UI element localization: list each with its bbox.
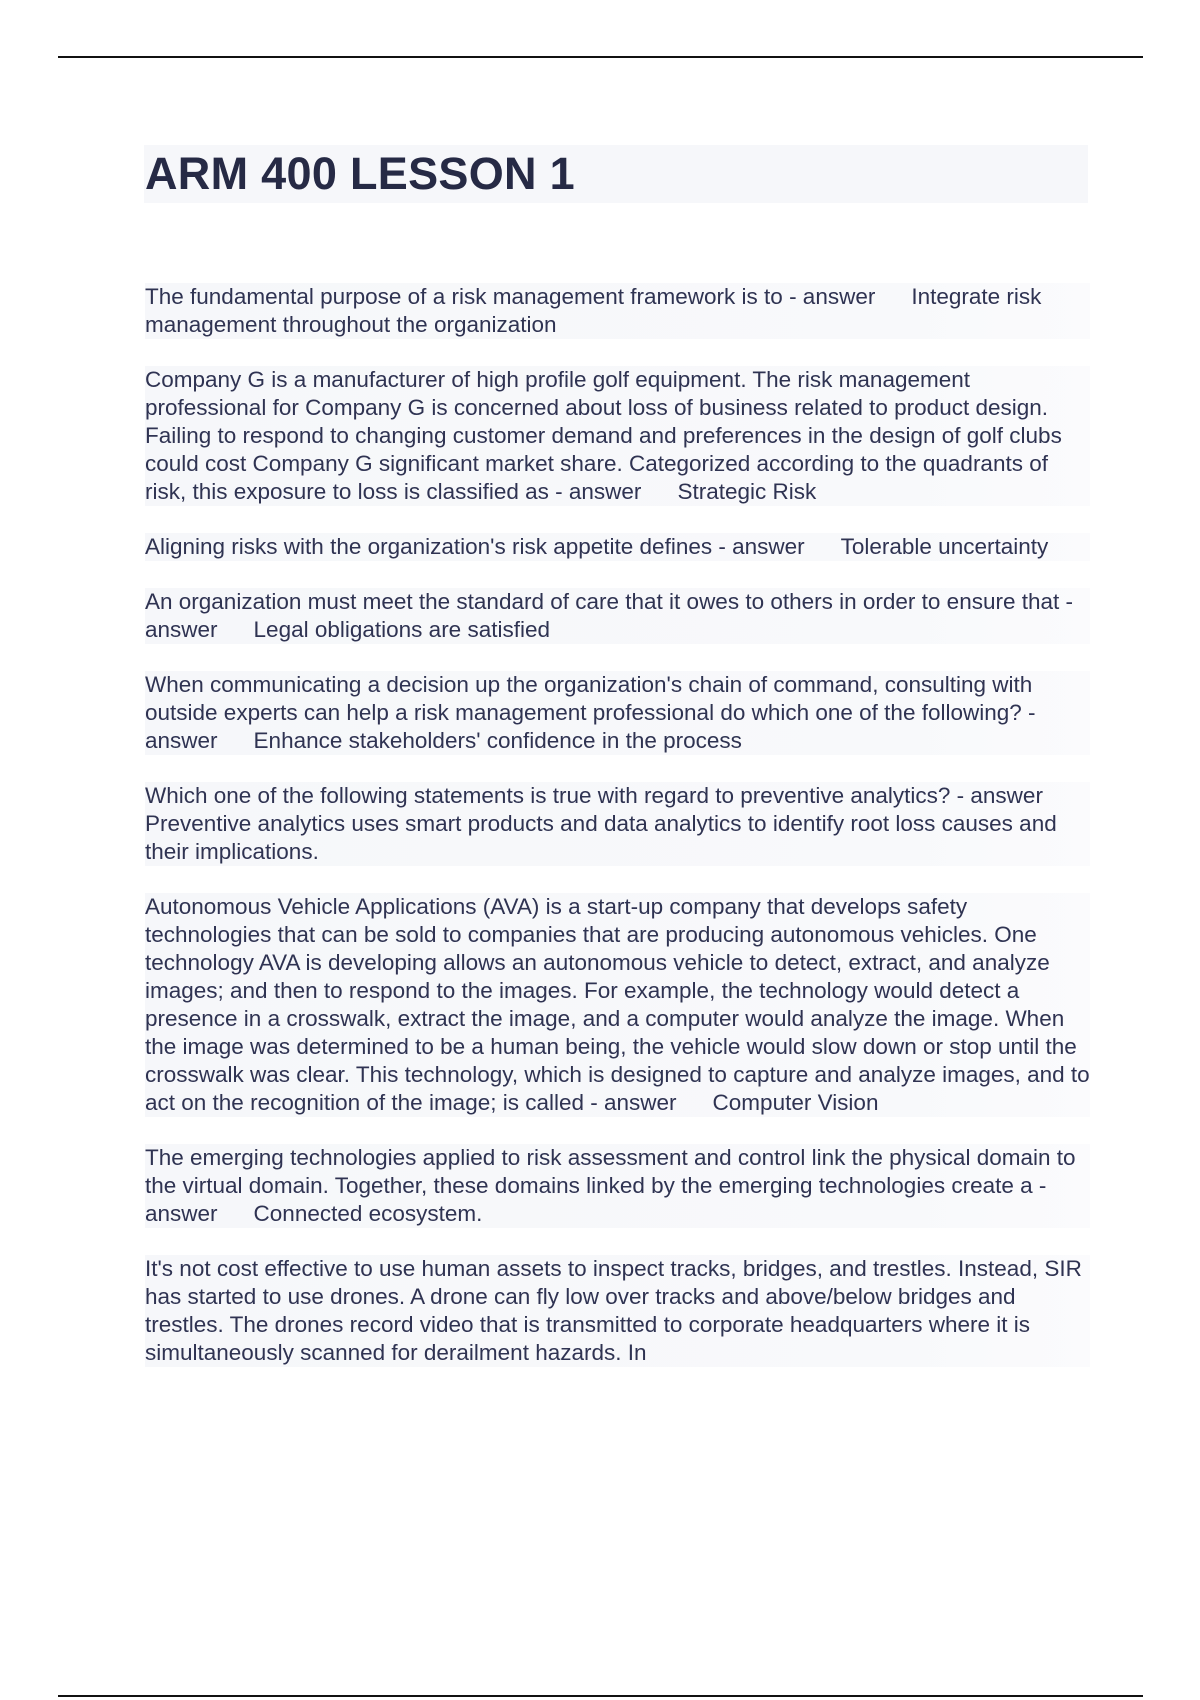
qa-item-8 xyxy=(145,1144,1090,1228)
qa-item-4 xyxy=(145,588,1090,644)
question-text: Aligning risks with the organization's risk appetite defines - answer xyxy=(145,534,805,559)
answer-text: Enhance stakeholders' confidence in the process xyxy=(253,728,742,753)
page-title: ARM 400 LESSON 1 xyxy=(145,148,575,199)
question-text: The fundamental purpose of a risk management framework is to - answer xyxy=(145,284,876,309)
question-text: The emerging technologies applied to risk assessment and control link the physical domain to the virtual domain. Together, these domains linked by the emerging technologies create a - answer xyxy=(145,1145,1076,1226)
question-text: Which one of the following statements is true with regard to preventive analytics? - answer xyxy=(145,783,1043,808)
question-text: An organization must meet the standard of care that it owes to others in order to ensure that - answer xyxy=(145,589,1074,642)
question-text: It's not cost effective to use human assets to inspect tracks, bridges, and trestles. Instead, SIR has started to use drones. A drone can fly low over tracks and above/below bridges and trestles. The drones record video that is transmitted to corporate headquarters where it is simultaneously scanned for derailment hazards. In xyxy=(145,1256,1082,1365)
answer-text: Legal obligations are satisfied xyxy=(253,617,550,642)
answer-text: Strategic Risk xyxy=(677,479,817,504)
top-rule xyxy=(58,56,1143,58)
question-text: When communicating a decision up the organization's chain of command, consulting with outside experts can help a risk management professional do which one of the following? - answer xyxy=(145,672,1036,753)
qa-list xyxy=(145,283,1090,1394)
answer-text: Integrate risk management throughout the organization xyxy=(145,284,1042,337)
qa-item-5 xyxy=(145,671,1090,755)
qa-item-7 xyxy=(145,893,1090,1117)
qa-item-6 xyxy=(145,782,1090,866)
answer-text: Preventive analytics uses smart products and data analytics to identify root loss causes and their implications. xyxy=(145,811,1057,864)
question-text: Company G is a manufacturer of high profile golf equipment. The risk management professional for Company G is concerned about loss of business related to product design. Failing to respond to changing customer demand and preferences in the design of golf clubs could cost Company G significant market share. Categorized according to the quadrants of risk, this exposure to loss is classified as - answer xyxy=(145,367,1062,504)
qa-item-1 xyxy=(145,283,1090,339)
answer-text: Computer Vision xyxy=(712,1090,879,1115)
bottom-rule xyxy=(58,1695,1143,1697)
qa-item-3 xyxy=(145,533,1090,561)
question-text: Autonomous Vehicle Applications (AVA) is a start-up company that develops safety technologies that can be sold to companies that are producing autonomous vehicles. One technology AVA is developing allows an autonomous vehicle to detect, extract, and analyze images; and then to respond to the images. For example, the technology would detect a presence in a crosswalk, extract the image, and a computer would analyze the image. When the image was determined to be a human being, the vehicle would slow down or stop until the crosswalk was clear. This technology, which is designed to capture and analyze images, and to act on the recognition of the image; is called - answer xyxy=(145,894,1090,1115)
qa-item-9 xyxy=(145,1255,1090,1367)
answer-text: Tolerable uncertainty xyxy=(840,534,1049,559)
qa-item-2 xyxy=(145,366,1090,506)
answer-text: Connected ecosystem. xyxy=(253,1201,483,1226)
